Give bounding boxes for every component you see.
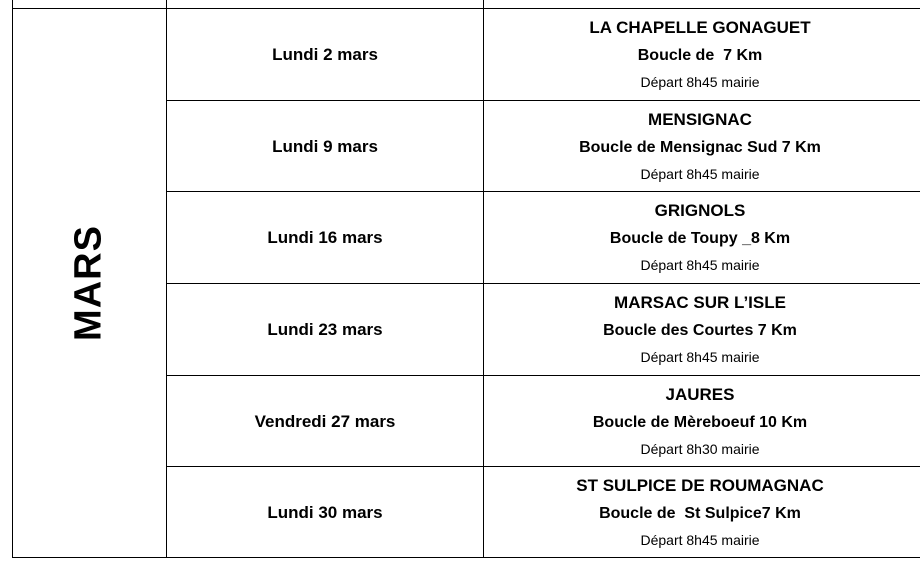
outing-date: Vendredi 27 mars <box>254 411 396 431</box>
outing-place: ST SULPICE DE ROUMAGNAC <box>576 476 824 495</box>
outing-departure: Départ 8h45 mairie <box>640 349 760 365</box>
outing-loop: Boucle de Toupy _8 Km <box>609 230 791 247</box>
outing-info <box>484 376 916 467</box>
month-label: MARS <box>67 225 110 341</box>
outing-info <box>484 284 916 375</box>
outing-departure: Départ 8h45 mairie <box>640 74 760 90</box>
outing-departure: Départ 8h45 mairie <box>640 532 760 548</box>
outing-place: MARSAC SUR L’ISLE <box>614 293 786 312</box>
outing-departure: Départ 8h30 mairie <box>640 441 760 457</box>
outing-departure: Départ 8h45 mairie <box>640 257 760 273</box>
outing-date: Lundi 9 mars <box>272 136 378 156</box>
table-row <box>166 284 916 375</box>
outing-info <box>484 9 916 100</box>
table-row <box>166 467 916 558</box>
outing-place: GRIGNOLS <box>654 201 746 220</box>
outing-loop: Boucle de St Sulpice7 Km <box>599 505 801 522</box>
outing-place: JAURES <box>665 385 735 404</box>
table-row <box>166 192 916 283</box>
outing-date: Lundi 23 mars <box>267 319 383 339</box>
outing-date: Lundi 16 mars <box>267 227 383 247</box>
table-row <box>166 101 916 192</box>
table-row <box>166 376 916 467</box>
outing-date: Lundi 30 mars <box>267 502 383 522</box>
outing-departure: Départ 8h45 mairie <box>640 166 760 182</box>
outing-loop: Boucle de Mensignac Sud 7 Km <box>579 139 821 156</box>
outing-loop: Boucle de 7 Km <box>637 47 763 64</box>
outing-date: Lundi 2 mars <box>272 44 378 64</box>
outing-info <box>484 467 916 558</box>
table-row <box>166 9 916 100</box>
outing-loop: Boucle de Mèreboeuf 10 Km <box>592 414 808 431</box>
month-cell <box>12 8 166 558</box>
outing-place: LA CHAPELLE GONAGUET <box>589 18 811 37</box>
outing-info <box>484 192 916 283</box>
outing-place: MENSIGNAC <box>648 110 752 129</box>
outing-info <box>484 101 916 192</box>
outing-loop: Boucle des Courtes 7 Km <box>603 322 797 339</box>
